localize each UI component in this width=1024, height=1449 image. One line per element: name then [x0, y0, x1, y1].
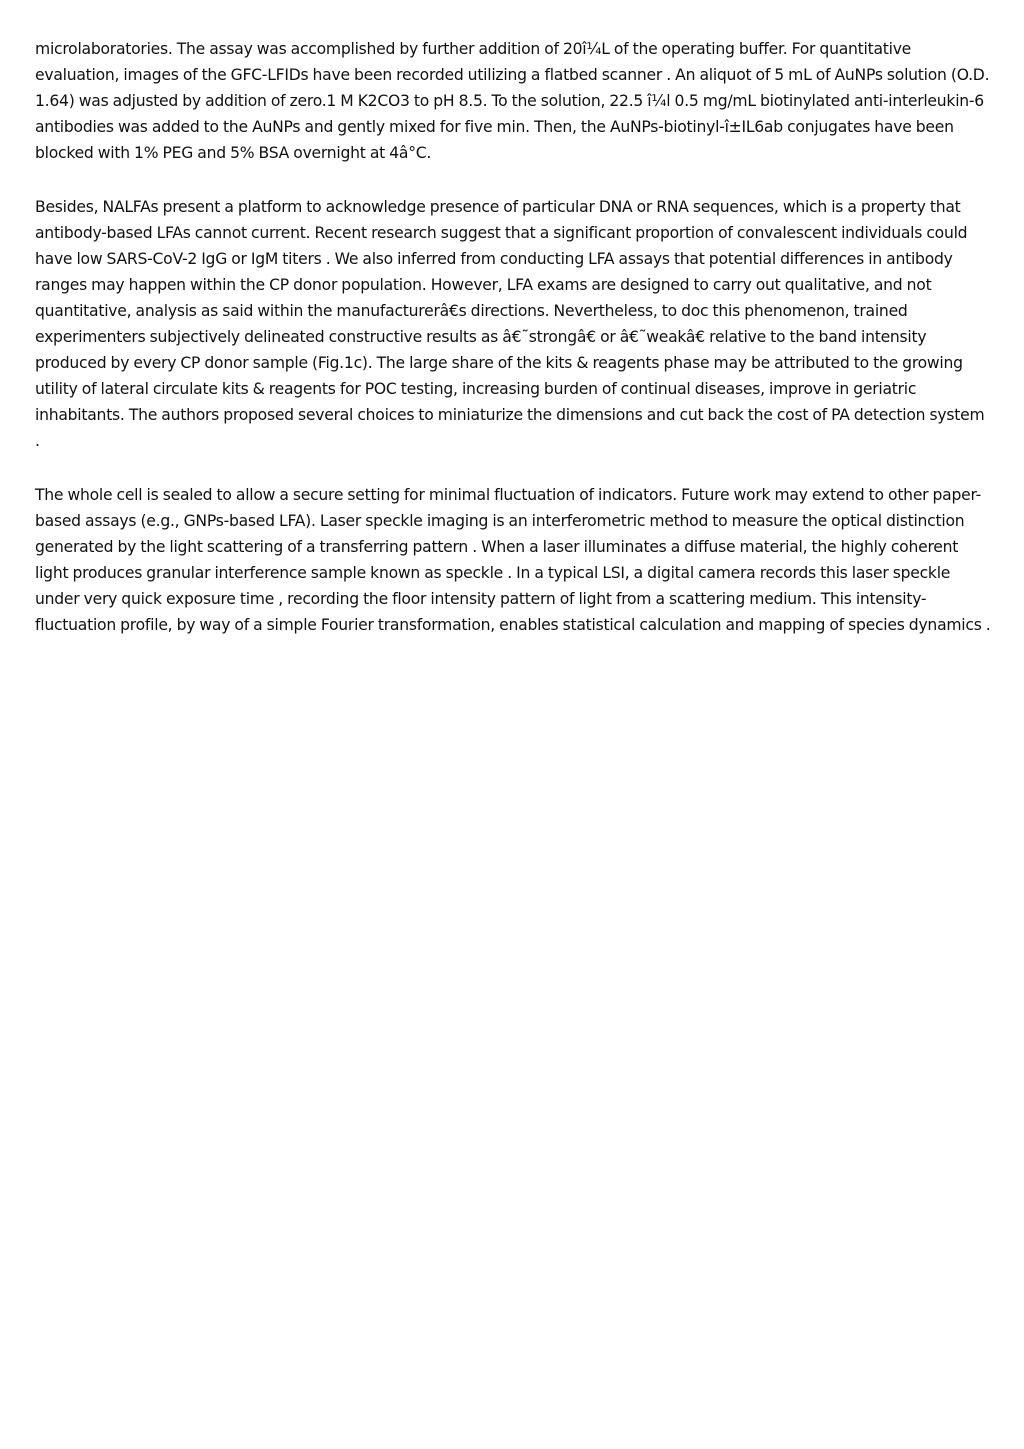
paragraph-methods: microlaboratories. The assay was accomplished by further addition of 20î¼L of the operating buffer. For quantitative evaluation, images of the GFC-LFIDs have been recorded utilizing a flatbed scanner . An aliquot of 5 mL of AuNPs solution (O.D. 1.64) was adjusted by addition of zero.1 M K2CO3 to pH 8.5. To the solution, 22.5 î¼l 0.5 mg/mL biotinylated anti-interleukin-6 antibodies was added to the AuNPs and gently mixed for five min. Then, the AuNPs-biotinyl-î±IL6ab conjugates have been blocked with 1% PEG and 5% BSA overnight at 4â°C.: [35, 40, 990, 162]
document-body: [35, 36, 993, 666]
paragraph-laser-speckle: The whole cell is sealed to allow a secure setting for minimal fluctuation of indicators. Future work may extend to other paper-based assays (e.g., GNPs-based LFA). Laser speckle imaging is an interferometric method to measure the optical distinction generated by the light scattering of a transferring pattern . When a laser illuminates a diffuse material, the highly coherent light produces granular interference sample known as speckle . In a typical LSI, a digital camera records this laser speckle under very quick exposure time , recording the floor intensity pattern of light from a scattering medium. This intensity-fluctuation profile, by way of a simple Fourier transformation, enables statistical calculation and mapping of species dynamics .: [35, 486, 991, 634]
paragraph-nalfa: Besides, NALFAs present a platform to acknowledge presence of particular DNA or RNA sequences, which is a property that antibody-based LFAs cannot current. Recent research suggest that a significant proportion of convalescent individuals could have low SARS-CoV-2 IgG or IgM titers . We also inferred from conducting LFA assays that potential differences in antibody ranges may happen within the CP donor population. However, LFA exams are designed to carry out qualitative, and not quantitative, analysis as said within the manufacturerâ€s directions. Nevertheless, to doc this phenomenon, trained experimenters subjectively delineated constructive results as â€˜strongâ€ or â€˜weakâ€ relative to the band intensity produced by every CP donor sample (Fig.1c). The large share of the kits & reagents phase may be attributed to the growing utility of lateral circulate kits & reagents for POC testing, increasing burden of continual diseases, improve in geriatric inhabitants. The authors proposed several choices to miniaturize the dimensions and cut back the cost of PA detection system .: [35, 198, 985, 450]
